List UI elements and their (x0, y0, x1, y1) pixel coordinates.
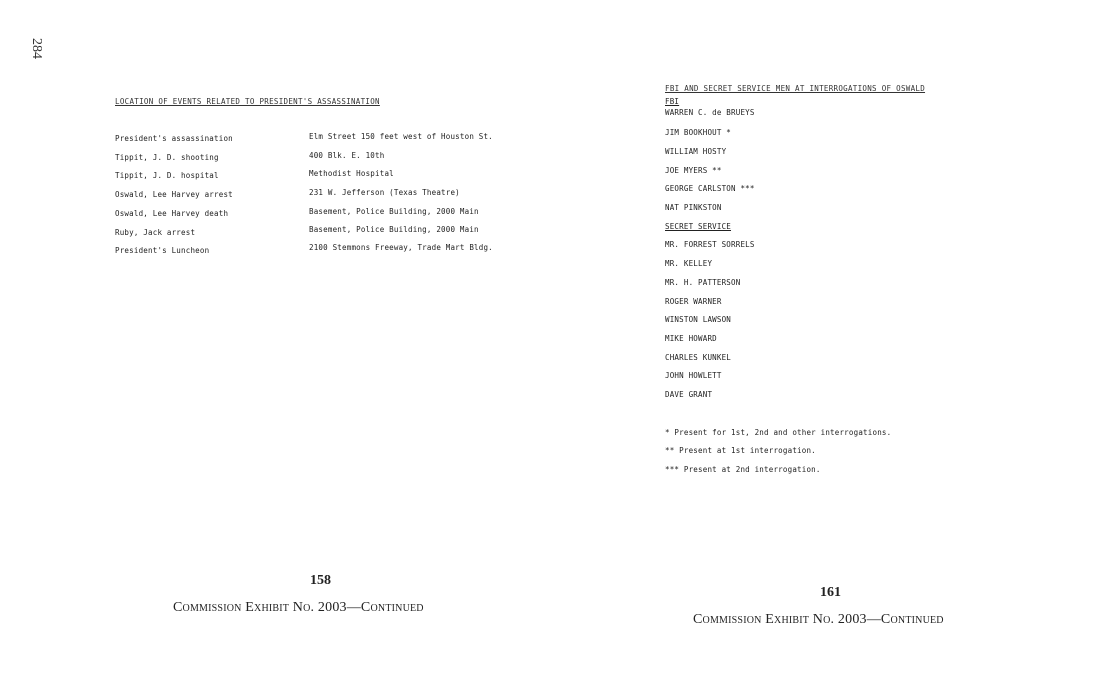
event-location: Basement, Police Building, 2000 Main (309, 225, 479, 234)
page-marker: 284 (29, 38, 44, 59)
ss-agent: CHARLES KUNKEL (665, 353, 732, 362)
right-caption: Commission Exhibit No. 2003—Continued (693, 612, 944, 627)
footnote: ** Present at 1st interrogation. (665, 446, 816, 455)
left-page-number: 158 (310, 573, 331, 588)
event-location: Basement, Police Building, 2000 Main (309, 207, 479, 216)
ss-agent: WINSTON LAWSON (665, 315, 732, 324)
fbi-label: FBI (665, 97, 680, 106)
event-location: Methodist Hospital (309, 169, 394, 178)
fbi-agent: JOE MYERS ** (665, 166, 722, 175)
event-name: Tippit, J. D. shooting (115, 153, 219, 162)
fbi-agent: JIM BOOKHOUT * (665, 128, 732, 137)
event-location: Elm Street 150 feet west of Houston St. (309, 132, 493, 141)
event-location: 2100 Stemmons Freeway, Trade Mart Bldg. (309, 243, 493, 252)
ss-agent: ROGER WARNER (665, 297, 722, 306)
ss-agent: MR. KELLEY (665, 259, 713, 268)
left-title: LOCATION OF EVENTS RELATED TO PRESIDENT'S ASSASSINATION (115, 97, 380, 106)
secret-service-label: SECRET SERVICE (665, 222, 732, 231)
right-page-number: 161 (820, 585, 841, 600)
ss-agent: DAVE GRANT (665, 390, 713, 399)
left-caption: Commission Exhibit No. 2003—Continued (173, 600, 424, 615)
event-name: Oswald, Lee Harvey arrest (115, 190, 233, 199)
ss-agent: MIKE HOWARD (665, 334, 717, 343)
event-name: President's assassination (115, 134, 233, 143)
ss-agent: MR. FORREST SORRELS (665, 240, 755, 249)
fbi-agent: NAT PINKSTON (665, 203, 722, 212)
ss-agent: MR. H. PATTERSON (665, 278, 741, 287)
event-name: President's Luncheon (115, 246, 210, 255)
fbi-agent: WARREN C. de BRUEYS (665, 108, 755, 117)
event-name: Oswald, Lee Harvey death (115, 209, 229, 218)
ss-agent: JOHN HOWLETT (665, 371, 722, 380)
footnote: *** Present at 2nd interrogation. (665, 465, 821, 474)
footnote: * Present for 1st, 2nd and other interrogations. (665, 428, 892, 437)
event-location: 231 W. Jefferson (Texas Theatre) (309, 188, 460, 197)
event-name: Ruby, Jack arrest (115, 228, 196, 237)
right-title: FBI AND SECRET SERVICE MEN AT INTERROGATIONS OF OSWALD (665, 84, 926, 93)
fbi-agent: GEORGE CARLSTON *** (665, 184, 755, 193)
event-name: Tippit, J. D. hospital (115, 171, 219, 180)
fbi-agent: WILLIAM HOSTY (665, 147, 727, 156)
event-location: 400 Blk. E. 10th (309, 151, 385, 160)
